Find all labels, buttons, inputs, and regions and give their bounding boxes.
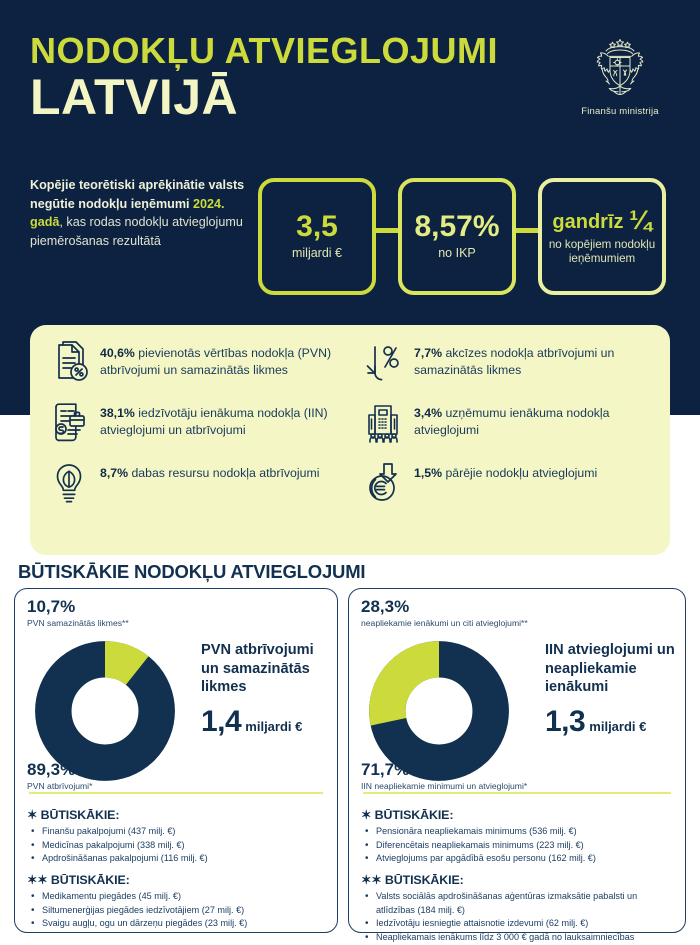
breakdown-item-corporate [360,399,660,449]
card-pit-notes [361,801,675,944]
ministry-name: Finanšu ministrija [581,106,659,117]
breakdown-text-natural-resources [100,459,319,482]
card-vat-heading [201,641,331,741]
card-vat-note-list-2 [27,890,327,931]
tax-breakdown-panel [30,325,670,555]
kpi-value-3 [552,206,651,234]
breakdown-item-vat [46,339,346,389]
list-item: • Iedzīvotāju iesniegtie attaisnotie izdevumi (62 milj. €) [361,917,675,931]
breakdown-desc-other: pārējie nodokļu atvieglojumi [442,466,598,480]
card-vat-amount-unit: miljardi € [245,719,303,735]
section-title: BŪTISKĀKIE NODOKĻU ATVIEGLOJUMI [18,561,366,582]
card-vat-bottom-pct: 89,3% [27,760,76,779]
card-vat-amount-value: 1,4 [201,705,242,739]
breakdown-item-excise [360,339,660,389]
breakdown-item-natural-resources [46,459,346,509]
card-pit-bottom-stat [361,761,527,791]
breakdown-desc-vat: pievienotās vērtības nodokļa (PVN) atbrīvojumi un samazinātās likmes [100,346,332,378]
breakdown-item-pit [46,399,346,449]
card-vat-top-label: PVN samazinātās likmes** [27,617,129,628]
card-pit-heading [545,641,685,741]
card-pit-note-head-1: ✶ BŪTISKĀKIE: [361,808,454,822]
list-item: • Finanšu pakalpojumi (437 milj. €) [27,825,327,839]
kpi-value-2: 8,57% [414,210,500,244]
breakdown-pct-corporate: 3,4% [414,406,443,420]
card-pit-note-head-2: ✶✶ BŪTISKĀKIE: [361,872,464,887]
card-pit-top-label: neapliekamie ienākumi un citi atvieglojumi** [361,617,528,628]
breakdown-text-other [414,459,597,482]
list-item: • Neapliekamais ienākums līdz 3 000 € gadā no lauksaimniecības [361,931,675,945]
list-item: • Svaigu augļu, ogu un dārzeņu piegādes (23 milj. €) [27,917,327,931]
page-header [0,0,700,160]
page-title-line2: LATVIJĀ [30,69,239,125]
list-item: • Diferencētais neapliekamais minimums (223 milj. €) [361,839,675,853]
card-vat-note-head-2: ✶✶ BŪTISKĀKIE: [27,872,130,887]
card-vat-note-head-1: ✶ BŪTISKĀKIE: [27,808,120,822]
list-item: • Medikamentu piegādes (45 milj. €) [27,890,327,904]
card-vat-heading-text: PVN atbrīvojumi un samazinātās likmes [201,642,314,696]
list-item: • Valsts sociālās apdrošināšanas aģentūras izmaksātie pabalsti un atlīdzības (184 milj. €) [361,890,675,917]
kpi-row [0,170,700,300]
card-vat [14,588,338,933]
card-pit-amount [545,703,685,741]
card-pit-amount-unit: miljardi € [589,719,647,735]
breakdown-pct-other: 1,5% [414,466,443,480]
breakdown-pct-excise: 7,7% [414,346,443,360]
lightbulb-leaf-icon [46,459,92,509]
card-pit-top-pct: 28,3% [361,597,410,616]
breakdown-column-right [360,339,660,519]
card-vat-note-list-1 [27,825,327,866]
breakdown-desc-natural-resources: dabas resursu nodokļa atbrīvojumi [128,466,320,480]
list-item: • Apdrošināšanas pakalpojumi (116 milj. €) [27,852,327,866]
breakdown-pct-pit: 38,1% [100,406,135,420]
breakdown-column-left [46,339,346,519]
breakdown-desc-excise: akcīzes nodokļa atbrīvojumi un samazinātās likmes [414,346,615,378]
payroll-briefcase-icon [46,399,92,449]
card-vat-notes [27,801,327,931]
card-pit-note-list-1 [361,825,675,866]
company-building-icon [360,399,406,449]
breakdown-text-vat [100,339,346,380]
breakdown-desc-corporate: uzņēmumu ienākuma nodokļa atvieglojumi [414,406,610,438]
list-item: • Medicīnas pakalpojumi (338 milj. €) [27,839,327,853]
list-item: • Siltumenerģijas piegādes iedzīvotājiem (27 milj. €) [27,904,327,918]
kpi-value-1: 3,5 [296,210,338,244]
euro-coin-down-arrow-icon [360,459,406,509]
card-vat-amount [201,703,331,741]
list-item: • Atvieglojums par apgādībā esošu personu (162 milj. €) [361,852,675,866]
breakdown-text-excise [414,339,660,380]
card-vat-top-pct: 10,7% [27,597,76,616]
card-vat-bottom-label: PVN atbrīvojumi* [27,780,93,791]
breakdown-item-other [360,459,660,509]
breakdown-desc-pit: iedzīvotāju ienākuma nodokļa (IIN) atvieglojumi un atbrīvojumi [100,406,328,438]
card-pit-note-list-2 [361,890,675,945]
kpi-box-total-amount [258,178,376,295]
percent-down-arrow-icon [360,339,406,389]
kpi-lead-part1: Kopējie teorētiski aprēķinātie valsts negūtie nodokļu ieņēmumi [30,178,245,211]
page-title-line1: NODOKĻU ATVIEGLOJUMI [30,30,498,71]
kpi-box-gdp-share [398,178,516,295]
kpi-lead-part2: , kas rodas nodokļu atvieglojumu piemērošanas rezultātā [30,215,243,248]
kpi-unit-3: no kopējiem nodokļu ieņēmumiem [548,237,656,266]
list-item: • Pensionāra neapliekamais minimums (536 milj. €) [361,825,675,839]
kpi-value-3-fraction: ¼ [629,205,652,236]
kpi-unit-2: no IKP [438,245,476,260]
breakdown-pct-natural-resources: 8,7% [100,466,129,480]
card-pit-divider [363,792,671,794]
kpi-lead-year: 2024. gadā [30,196,225,229]
card-pit [348,588,686,942]
kpi-value-3-prefix: gandrīz [552,211,624,234]
card-vat-bottom-stat [27,761,92,791]
kpi-unit-1: miljardi € [291,245,342,260]
title-block [30,30,498,125]
card-pit-heading-text: IIN atvieglojumi un neapliekamie ienākumi [545,642,675,696]
breakdown-pct-vat: 40,6% [100,346,135,360]
documents-percent-icon [46,339,92,389]
kpi-box-quarter-share [538,178,666,295]
breakdown-text-corporate [414,399,660,440]
card-vat-divider [29,792,323,794]
card-pit-bottom-pct: 71,7% [361,760,410,779]
kpi-lead-text [30,176,245,250]
card-pit-amount-value: 1,3 [545,705,586,739]
ministry-logo [566,36,674,117]
breakdown-text-pit [100,399,346,440]
card-pit-bottom-label: IIN neapliekamie minimumi un atvieglojumi* [361,780,528,791]
latvia-coat-of-arms-icon [584,36,656,100]
